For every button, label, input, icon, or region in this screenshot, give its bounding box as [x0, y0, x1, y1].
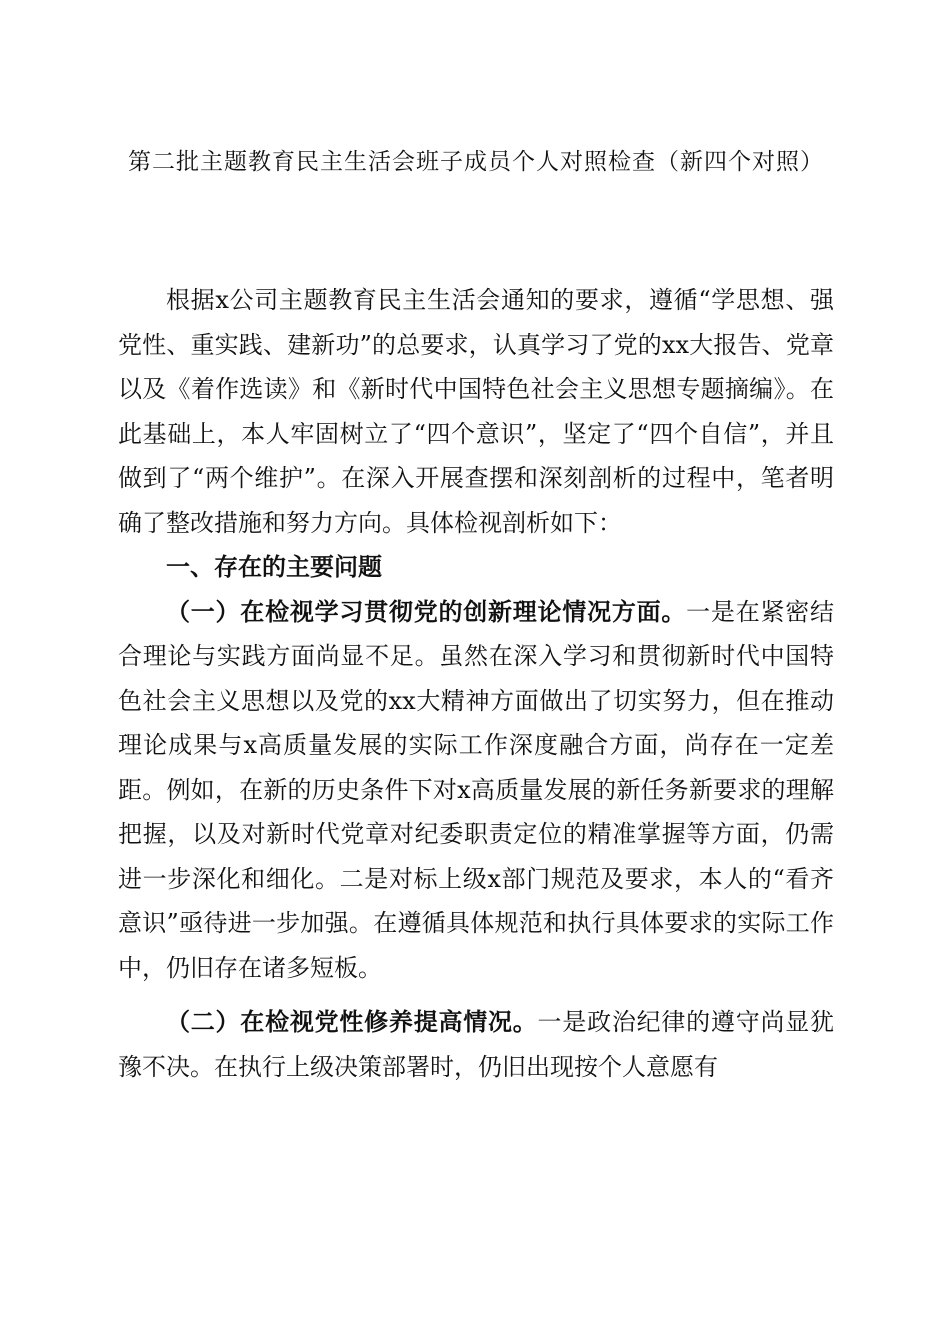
document-body: [118, 278, 834, 1089]
intro-paragraph: 根据x公司主题教育民主生活会通知的要求，遵循“学思想、强党性、重实践、建新功”的总要求，认真学习了党的xx大报告、党章以及《着作选读》和《新时代中国特色社会主义思想专题摘编》。在此基础上，本人牢固树立了“四个意识”，坚定了“四个自信”，并且做到了“两个维护”。在深入开展查摆和深刻剖析的过程中，笔者明确了整改措施和努力方向。具体检视剖析如下：: [118, 286, 834, 537]
item-1-heading: （一）在检视学习贯彻党的创新理论情况方面。: [166, 596, 687, 626]
item-1-body: 一是在紧密结合理论与实践方面尚显不足。虽然在深入学习和贯彻新时代中国特色社会主义思想以及党的xx大精神方面做出了切实努力，但在推动理论成果与x高质量发展的实际工作深度融合方面，尚存在一定差距。例如，在新的历史条件下对x高质量发展的新任务新要求的理解把握，以及对新时代党章对纪委职责定位的精准掌握等方面，仍需进一步深化和细化。二是对标上级x部门规范及要求，本人的“看齐意识”亟待进一步加强。在遵循具体规范和执行具体要求的实际工作中，仍旧存在诸多短板。: [118, 597, 835, 982]
item-2-paragraph: [118, 1000, 834, 1089]
item-2-heading: （二）在检视党性修养提高情况。: [166, 1007, 538, 1036]
item-2-body: 一是政治纪律的遵守尚显犹豫不决。在执行上级决策部署时，仍旧出现按个人意愿有: [118, 1008, 835, 1081]
section-heading-main-problems: 一、存在的主要问题: [166, 553, 382, 581]
item-1-paragraph: [118, 590, 834, 991]
document-title: 第二批主题教育民主生活会班子成员个人对照检查（新四个对照）: [128, 149, 824, 175]
